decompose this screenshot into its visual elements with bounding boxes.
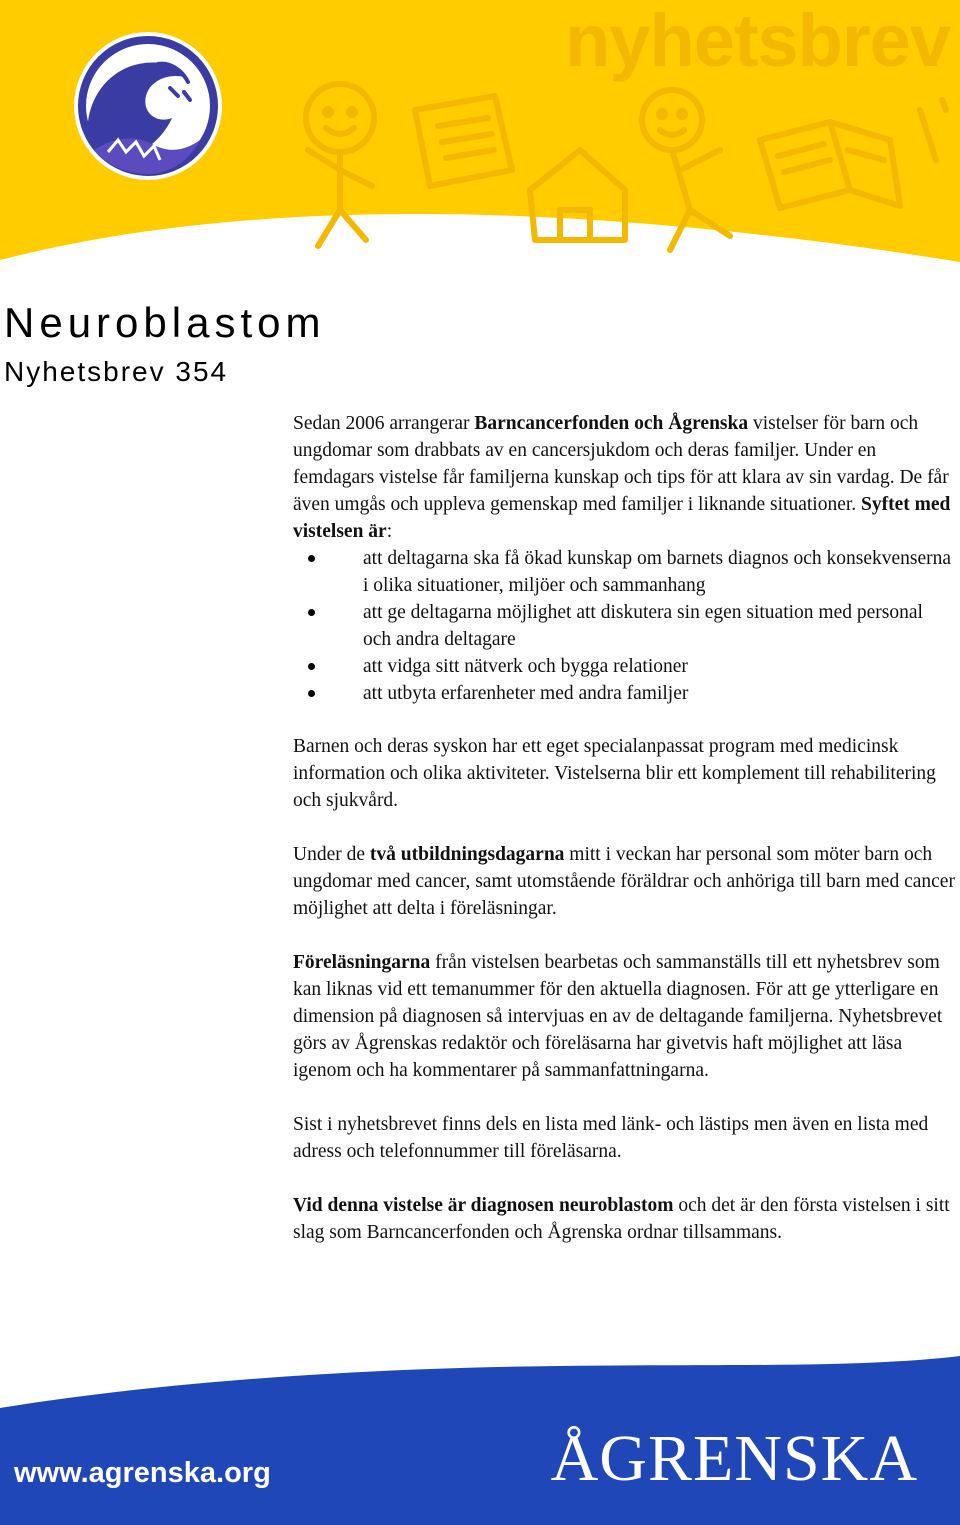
- masthead-word: nyhetsbrev: [565, 0, 950, 82]
- tips-paragraph: Sist i nyhetsbrevet finns dels en lista med länk- och lästips men även en lista med adress och telefonnummer till föreläsarna.: [293, 1114, 929, 1162]
- lectures-text: från vistelsen bearbetas och sammanställs till ett nyhetsbrev som kan liknas vid ett temanummer för den aktuella diagnosen. För att ge ytterligare en dimension på diagnosen så intervjuas en av de deltagande familjerna. Nyhetsbrevet görs av Ågrenskas redaktör och föreläsarna har givetvis haft möjlighet att läsa igenom och ha kommentarer på sammanfattningarna.: [293, 952, 943, 1081]
- intro-bold-purpose: Syftet med vistelsen är: [293, 494, 951, 542]
- main-content: [293, 410, 955, 1273]
- document-title: Neuroblastom: [4, 299, 326, 346]
- program-paragraph: Barnen och deras syskon har ett eget specialanpassat program med medicinsk information och olika aktiviteter. Vistelserna blir ett komplement till rehabilitering och sjukvård.: [293, 736, 936, 811]
- list-item: [363, 653, 955, 680]
- header-banner: [0, 0, 960, 290]
- list-item-text: att deltagarna ska få ökad kunskap om barnets diagnos och konsekvenserna i olika situationer, miljöer och sammanhang: [363, 548, 952, 596]
- bullet-dot: [308, 690, 315, 697]
- training-text-2: mitt i veckan har personal som möter barn och ungdomar med cancer, samt utomstående föräldrar och anhöriga till barn med cancer möjlighet att delta i föreläsningar.: [293, 844, 955, 919]
- training-text-1: Under de: [293, 844, 370, 865]
- diagnosis-bold: Vid denna vistelse är diagnosen neuroblastom: [293, 1195, 674, 1216]
- bullet-dot: [308, 555, 315, 562]
- intro-text-1: Sedan 2006 arrangerar: [293, 413, 475, 434]
- wave-logo: [74, 32, 222, 180]
- intro-bold-organizers: Barncancerfonden och Ågrenska: [474, 413, 749, 434]
- lectures-paragraph: [293, 949, 955, 1084]
- diagnosis-paragraph: [293, 1192, 955, 1246]
- training-bold: två utbildningsdagarna: [369, 844, 565, 865]
- list-item-text: att ge deltagarna möjlighet att diskutera sin egen situation med personal och andra deltagare: [363, 602, 923, 650]
- lectures-bold: Föreläsningarna: [293, 952, 431, 973]
- bullet-dot: [308, 609, 315, 616]
- intro-text-3: :: [386, 521, 393, 542]
- intro-text-2: vistelser för barn och ungdomar som drabbats av en cancersjukdom och deras familjer. Under en femdagars vistelse får familjerna kunskap och tips för att klara av sin vardag. De får även umgås och uppleva gemenskap med familjer i liknande situationer.: [293, 413, 949, 515]
- list-item: [363, 680, 955, 707]
- purpose-list: [293, 545, 955, 707]
- footer-brand-logo: ÅGRENSKA: [550, 1422, 918, 1495]
- bullet-dot: [308, 663, 315, 670]
- list-item-text: att vidga sitt nätverk och bygga relationer: [363, 656, 688, 677]
- list-item-text: att utbyta erfarenheter med andra familjer: [363, 683, 689, 704]
- diagnosis-text: och det är den första vistelsen i sitt slag som Barncancerfonden och Ågrenska ordnar tillsammans.: [293, 1195, 950, 1243]
- intro-paragraph: [293, 410, 955, 545]
- footer-website-link[interactable]: www.agrenska.org: [14, 1457, 271, 1489]
- newsletter-number: Nyhetsbrev 354: [4, 356, 229, 387]
- list-item: [363, 599, 955, 653]
- training-days-paragraph: [293, 841, 955, 922]
- list-item: [363, 545, 955, 599]
- footer-banner: [0, 1330, 960, 1525]
